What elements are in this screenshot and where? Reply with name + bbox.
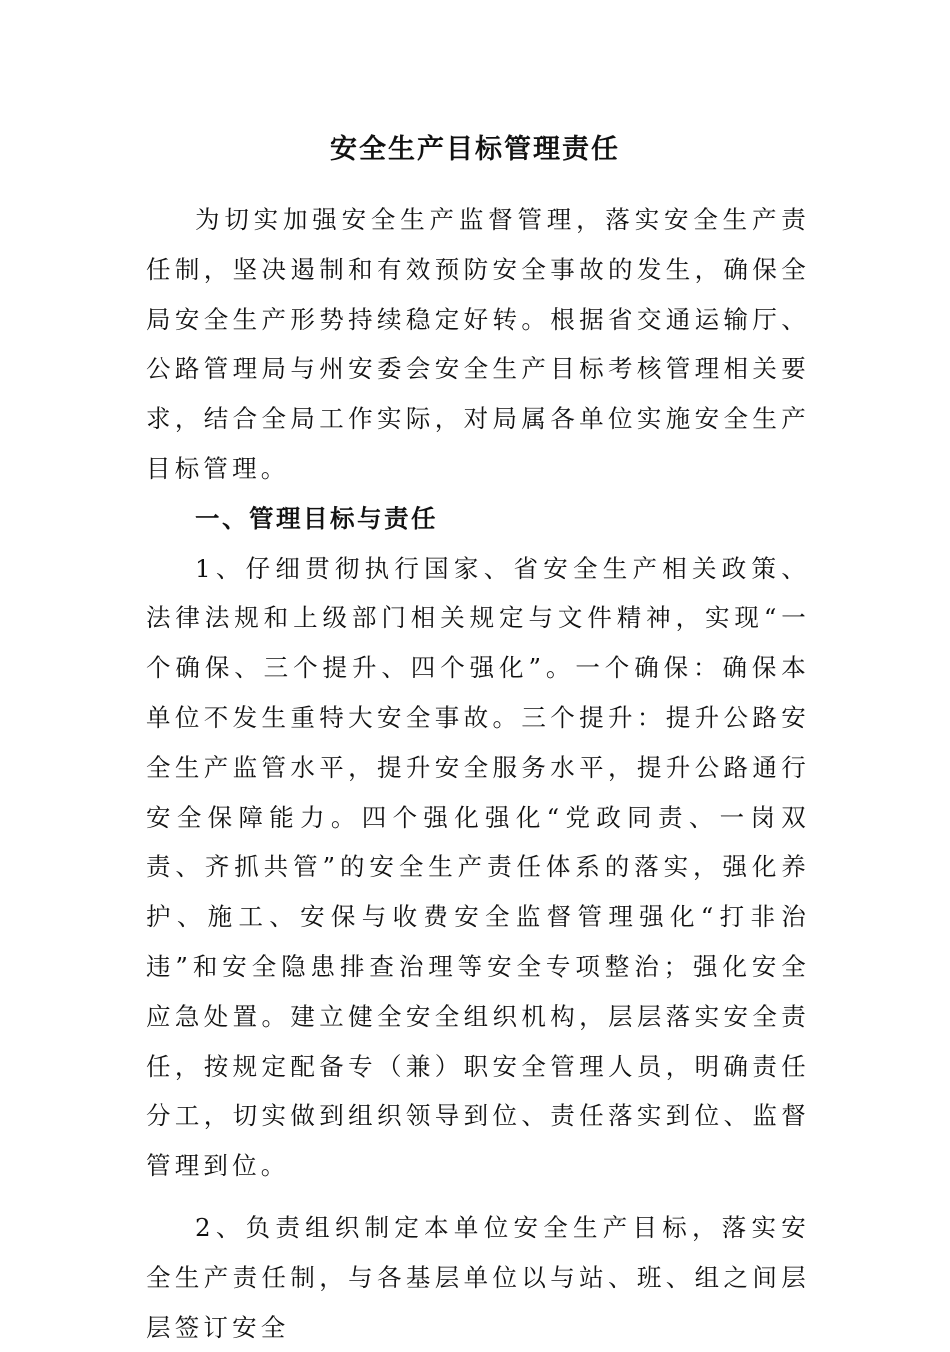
document-body — [146, 195, 810, 1352]
page-title: 安全生产目标管理责任 — [330, 134, 620, 165]
paragraph-item-1: 1、仔细贯彻执行国家、省安全生产相关政策、法律法规和上级部门相关规定与文件精神，实现“一个确保、三个提升、四个强化”。一个确保：确保本单位不发生重特大安全事故。三个提升：提升公路安全生产监管水平，提升安全服务水平，提升公路通行安全保障能力。四个强化强化“党政同责、一岗双责、齐抓共管”的安全生产责任体系的落实，强化养护、施工、安保与收费安全监督管理强化“打非治违”和安全隐患排查治理等安全专项整治；强化安全应急处置。建立健全安全组织机构，层层落实安全责任，按规定配备专（兼）职安全管理人员，明确责任分工，切实做到组织领导到位、责任落实到位、监督管理到位。 — [146, 553, 810, 1181]
paragraph-item-2: 2、负责组织制定本单位安全生产目标，落实安全生产责任制，与各基层单位以与站、班、组之间层层签订安全 — [146, 1212, 810, 1342]
intro-paragraph: 为切实加强安全生产监督管理，落实安全生产责任制，坚决遏制和有效预防安全事故的发生，确保全局安全生产形势持续稳定好转。根据省交通运输厅、公路管理局与州安委会安全生产目标考核管理相关要求，结合全局工作实际，对局属各单位实施安全生产目标管理。 — [146, 205, 810, 483]
section-heading: 一、管理目标与责任 — [195, 503, 438, 533]
